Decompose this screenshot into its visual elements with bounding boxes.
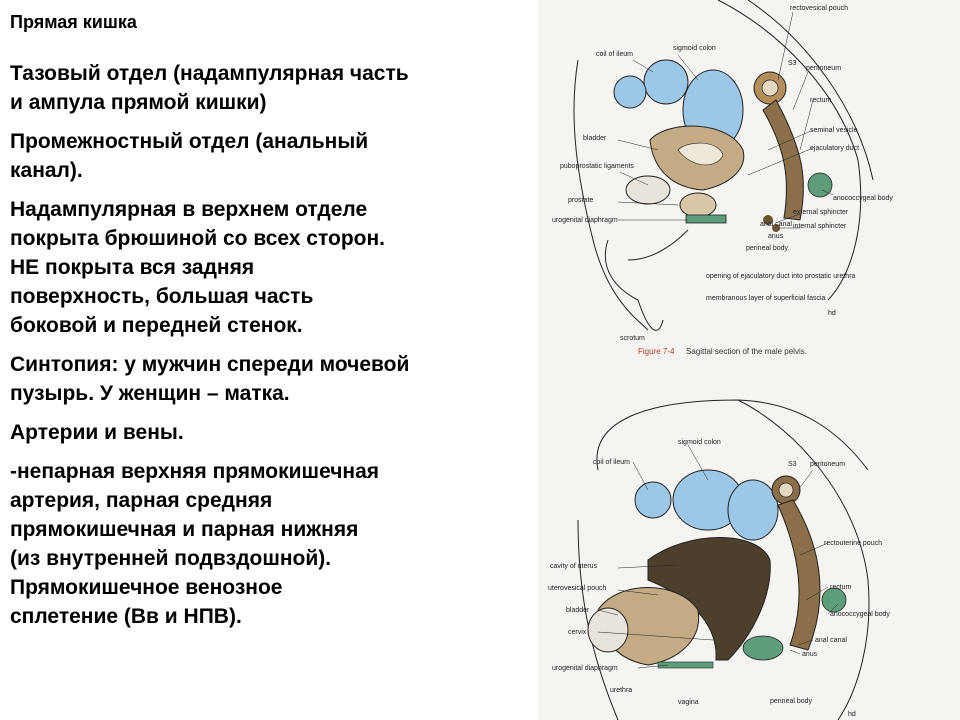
label-rectovesical-pouch: rectovesical pouch <box>790 5 848 12</box>
label-vagina: vagina <box>678 699 699 706</box>
label-internal-sphincter: internal sphincter <box>793 223 847 230</box>
label-urogenital-diaphragm-male: urogenital diaphragm <box>552 217 618 224</box>
label-perineal-body-male: perineal body <box>746 245 789 252</box>
male-ileum-coil-shape <box>644 60 688 104</box>
paragraph-line: Прямокишечное венозное <box>10 576 283 599</box>
paragraph-line: (из внутренней подвздошной). <box>10 547 332 570</box>
figure-caption-number: Figure 7-4 <box>638 347 675 356</box>
label-urogenital-diaphragm-female: urogenital diaphragm <box>552 665 618 672</box>
label-cavity-of-uterus: cavity of uterus <box>550 563 598 570</box>
slide-text-column <box>10 8 530 641</box>
paragraph-line: поверхность, большая часть <box>10 285 314 308</box>
paragraph-line: сплетение (Вв и НПВ). <box>10 605 242 628</box>
label-puboprostatic-ligaments: puboprostatic ligaments <box>560 163 634 170</box>
paragraph-line: -непарная верхняя прямокишечная <box>10 460 380 483</box>
paragraph-line: боковой и передней стенок. <box>10 314 303 337</box>
female-pelvis-diagram <box>548 400 890 720</box>
paragraph-line: и ампула прямой кишки) <box>10 91 267 114</box>
label-signature-bottom: hd <box>848 711 856 718</box>
label-uterovesical-pouch: uterovesical pouch <box>548 585 607 592</box>
slide-paragraph <box>10 350 530 408</box>
label-anal-canal-female: anal canal <box>815 637 847 644</box>
label-membranous-layer: membranous layer of superficial fascia <box>706 295 826 302</box>
paragraph-line: Синтопия: у мужчин спереди мочевой <box>10 353 410 376</box>
paragraph-line: Артерии и вены. <box>10 421 184 444</box>
label-s3-male: S3 <box>788 60 797 67</box>
paragraph-line: Промежностный отдел (анальный <box>10 130 369 153</box>
label-sigmoid-colon-male: sigmoid colon <box>673 45 716 52</box>
label-rectum-male: rectum <box>810 97 832 104</box>
slide-title: Прямая кишка <box>10 12 137 32</box>
label-anus-female: anus <box>802 651 818 658</box>
slide-paragraph <box>10 457 530 631</box>
label-anococcygeal-body-female: anococcygeal body <box>830 611 890 618</box>
pelvis-illustration <box>538 0 960 720</box>
paragraph-line: НЕ покрыта вся задняя <box>10 256 255 279</box>
label-cervix: cervix <box>568 629 587 636</box>
female-rectum-shape <box>778 500 820 650</box>
paragraph-line: прямокишечная и парная нижняя <box>10 518 359 541</box>
paragraph-line: покрыта брюшиной со всех сторон. <box>10 227 385 250</box>
label-opening-ejaculatory: opening of ejaculatory duct into prostatic urethra <box>706 273 856 280</box>
label-perineal-body-female: perineal body <box>770 698 813 705</box>
label-coil-of-ileum-male: coil of ileum <box>596 51 633 58</box>
paragraph-line: пузырь. У женщин – матка. <box>10 382 290 405</box>
label-coil-of-ileum-female: coil of ileum <box>593 459 630 466</box>
paragraph-line: Надампулярная в верхнем отделе <box>10 198 368 221</box>
label-scrotum: scrotum <box>620 335 645 342</box>
label-rectum-female: rectum <box>830 584 852 591</box>
label-external-sphincter: external sphincter <box>793 209 849 216</box>
label-peritoneum-female: peritoneum <box>810 461 846 468</box>
paragraph-line: артерия, парная средняя <box>10 489 273 512</box>
slide-paragraph <box>10 195 530 340</box>
label-sigmoid-colon-female: sigmoid colon <box>678 439 721 446</box>
label-anococcygeal-body-male: anococcygeal body <box>833 195 893 202</box>
label-peritoneum-male: peritoneum <box>806 65 842 72</box>
paragraph-line: канал). <box>10 159 83 182</box>
slide-paragraph <box>10 59 530 117</box>
label-bladder-female: bladder <box>566 607 590 614</box>
label-seminal-vesicle: seminal vesicle <box>810 127 858 134</box>
label-signature-top: hd <box>828 310 836 317</box>
label-s3-female: S3 <box>788 461 797 468</box>
label-prostate: prostate <box>568 197 594 204</box>
label-urethra: urethra <box>610 687 633 694</box>
label-ejaculatory-duct: ejaculatory duct <box>810 145 860 152</box>
label-rectouterine-pouch: rectouterine pouch <box>824 540 882 547</box>
label-anal-canal-male: anal canal <box>760 221 792 228</box>
slide-paragraphs <box>10 59 530 631</box>
male-pelvis-diagram <box>552 0 893 356</box>
slide-paragraph <box>10 127 530 185</box>
paragraph-line: Тазовый отдел (надампулярная часть <box>10 62 409 85</box>
male-rectum-shape <box>763 100 803 220</box>
anatomy-figure-panel <box>538 0 960 720</box>
slide-paragraph <box>10 418 530 447</box>
label-anus-male: anus <box>768 233 784 240</box>
label-bladder-male: bladder <box>583 135 607 142</box>
figure-caption-text: Sagittal section of the male pelvis. <box>686 347 807 356</box>
